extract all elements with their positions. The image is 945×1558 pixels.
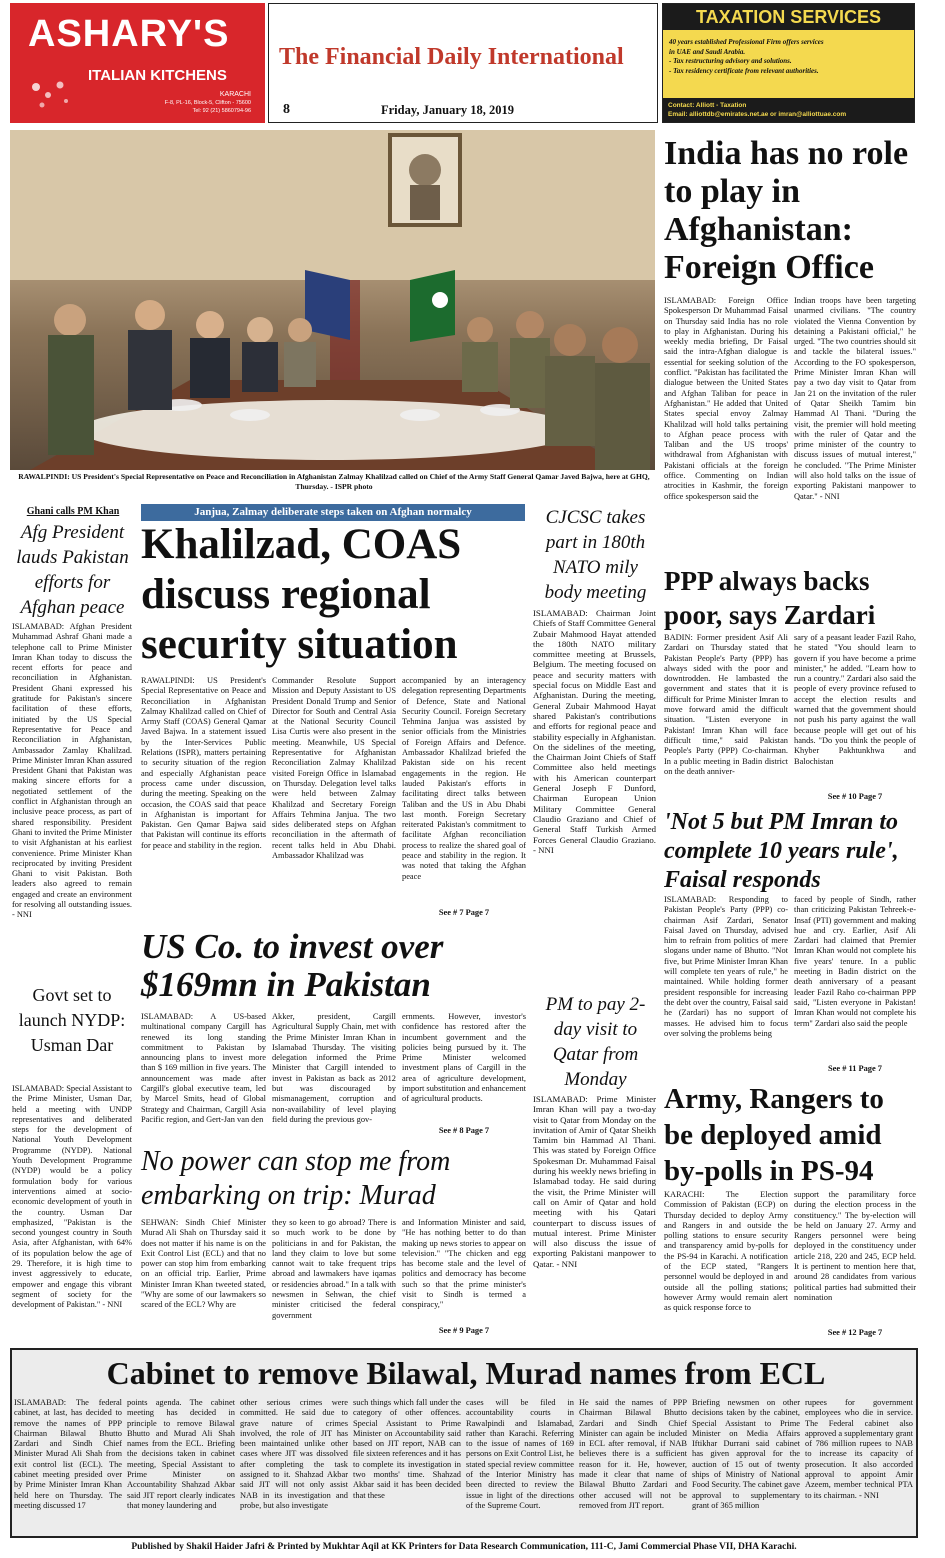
taxation-line: - Tax residency certificate from relevant authorities. xyxy=(669,66,819,75)
cargill-col-2: Akker, president, Cargill Agricultural Supply Chain, met with the Prime Minister Imran Khan in Islamabad Thursday. The visiting delegation informed the Prime Minister that Cargill intended to invest in Pakistan as back as 2012 but was discouraged by mismanagement, corruption and non-availability of level playing field during the previous gov- xyxy=(272,1012,396,1124)
ecl-col-4: such things which fall under the category of other offences. Special Assistant to Prime Minister on Accountability said based on JIT report, NAB can file sixteen references and it has to complete its investigation in two months' time. Shahzad Akbar said it has been decided that these xyxy=(353,1398,461,1500)
lead-see-more[interactable]: See # 7 Page 7 xyxy=(438,908,490,917)
taxation-email: Email: alliottdb@emirates.net.ae or imran@alliottuae.com xyxy=(668,111,847,118)
ppp-col-1: BADIN: Former president Asif Ali Zardari on Thursday stated that Pakistan People's Party (PPP) has always sided with the poor and downtrodden. He lambasted the government and states that it is difficult for Prime Minister Imran to move forward amid the difficult situation. "Listen everyone in Pakistan! Imran Khan will face difficult time," said Pakistan People's Party (PPP) Co-chairman. In a public meeting in Badin district on the death anniver- xyxy=(664,633,788,776)
ad-subtitle: ITALIAN KITCHENS xyxy=(88,67,227,84)
india-col-1: ISLAMABAD: Foreign Office Spokesperson Dr Muhammad Faisal on Thursday said India has no role to play in Afghanistan. During his weekly media briefing, Dr Faisal said the intra-Afghan dialogue is essential for seeking solution of the conflict. "Pakistan has facilitated the dialogue between the United States and Afghan Taliban for peace in Afghanistan." He added that United States special envoy Zalmay Khalilzad will hold talks pertaining to Afghan peace process with Taliban and the US troops' withdrawal from Afghanistan with Pakistani officials at the foreign office. Commenting on Indian atrocities in Kashmir, the foreign office spokesperson said the xyxy=(664,296,788,501)
ecl-col-3: other serious crimes were committed. He said due to grave nature of crimes involved, the role of JIT has been maintained unlike other cases where JIT was dissolved after completing the task assigned to it. Shahzad Akbar said JIT will not only assist NAB in its investigation and probe, but also investigate xyxy=(240,1398,348,1510)
army-headline: Army, Rangers to be deployed amid by-polls in PS-94 xyxy=(664,1083,884,1187)
faisal-see-more[interactable]: See # 11 Page 7 xyxy=(828,1064,882,1073)
ad-city: KARACHI xyxy=(219,91,251,98)
taxation-title: TAXATION SERVICES xyxy=(663,4,914,30)
nydp-text: ISLAMABAD: Special Assistant to the Prime Minister, Usman Dar, held a meeting with UNDP representatives and deliberated steps for the development of National Youth Development Programme (NYDP). National Youth Development Programme (NYDP) would be a policy formulation body for various interventions aimed at socio-economic development of youth in the country. Usman Dar emphasized, "Pakistan is the second youngest country in South Asia, after Afghanistan, with 64% of its population below the age of 29. Therefore, it is high time to invest aggressively to educate, empower and engage this vibrant segment of society for the development of Pakistan." - NNI xyxy=(12,1084,132,1310)
faisal-col-1: ISLAMABAD: Responding to Pakistan People's Party (PPP) co-chairman Asif Zardari, Senator Faisal Javed on Thursday, advised him to refrain from politics of mere slogans under name of Bhutto. "Not five, but Prime Minister Imran Khan will complete ten years of rule," he maintained. While holding former president responsible for increasing the debt over the country, Faisal said he (Zardari) has no support of masses. He advised him to focus over solving the problems being xyxy=(664,895,788,1038)
india-headline: India has no role to play in Afghanistan: Foreign Office xyxy=(664,135,909,286)
nydp-headline: Govt set to launch NYDP: Usman Dar xyxy=(18,985,126,1055)
taxation-line: - Tax restructuring advisory and solutions. xyxy=(669,57,792,65)
ecl-col-1: ISLAMABAD: The federal cabinet, at last, has decided to remove the names of PPP Chairman Bilawal Bhutto Zardari and Sindh Chief Minister Murad Ali Shah from exit control list (ECL). The cabinet meeting presided over by Prime Minister Imran Khan held here on Thursday. The meeting discussed 17 xyxy=(14,1398,122,1510)
restaurant-ad[interactable] xyxy=(10,3,265,123)
lead-col-1: RAWALPINDI: US President's Special Representative on Peace and Reconciliation in Afghanistan Zalmay Khalilzad called on Chief of Army Staff (COAS) General Qamar Javed Bajwa. In a statement issued by the Inter-Services Public Relations (ISPR), matters pertaining to security situation of the region and especially Afghanistan peace process came under discussion, during the meeting. Speaking on the occasion, the COAS said that peace in Afghanistan is important for Pakistan. Gen Qamar Bajwa said that Pakistan will continue its efforts for peace and stability in the region. xyxy=(141,676,266,850)
ecl-col-5: cases will be filed in accountability courts in Rawalpindi and Islamabad, rather than Karachi. Referring to the issue of names of 169 persons on Exit Control List, he stated special review committee of the Interior Ministry has been directed to review the issue in light of the directions of the Supreme Court. xyxy=(466,1398,574,1510)
ad-brand: ASHARY'S xyxy=(28,13,230,55)
faisal-headline: 'Not 5 but PM Imran to complete 10 years rule', Faisal responds xyxy=(664,809,899,893)
imprint-footer: Published by Shakil Haider Jafri & Printed by Mukhtar Aqil at KK Printers for Data Research Communication, 111-C, Jami Commercial Phase VII, DHA Karachi. xyxy=(131,1542,797,1552)
taxation-contact-bar xyxy=(663,98,914,122)
ecl-col-6: He said the names of PPP Chairman Bilawal Bhutto Zardari and Sindh Chief Minister can again be included in ECL after removal, if NAB believes there is a sufficient reason for it. He, however, made it clear that name of Bilawal Bhutto Zardari and other accused will not be removed from JIT report. xyxy=(579,1398,687,1510)
cargill-col-1: ISLAMABAD: A US-based multinational company Cargill has renewed its long standing commitment to Pakistan by announcing plans to invest more than $ 169 million in five years. The announcement was made after Cargill's global executive team, led by Marcel Smits, head of Global Strategy and Chairman, Cargill Asia Pacific region, and Gert-Jan van den xyxy=(141,1012,266,1124)
army-col-2: support the paramilitary force during the election process in the constituency." The by-election will be held on January 27. Army and Rangers personnel were being deployed in the constituency under article 218, 220 and 245, ECP held. It is pertinent to mention here that, around 28 candidates from various political parties had submitted their nomination xyxy=(794,1190,916,1302)
ecl-col-8: rupees for government employees who die in service. The Federal cabinet also approved a supplementary grant of 786 million rupees to NAB to increase its capacity of prosecution. It also accorded approval to appoint Amir Azeem, member technical PTA to its chairman. - NNI xyxy=(805,1398,913,1500)
ad-phone: Tel: 92 (21) 5860794-96 xyxy=(192,108,251,114)
army-see-more[interactable]: See # 12 Page 7 xyxy=(827,1328,883,1337)
murad-headline: No power can stop me from embarking on trip: Murad xyxy=(141,1146,451,1211)
murad-col-3: and Information Minister and said, "He has nothing better to do than making up news stories to appear on television." "The chicken and egg has become stale and the level of politics and democracy has become such so that the prime minister's visit to Sindh is termed a conspiracy," xyxy=(402,1218,526,1310)
meeting-scene xyxy=(10,130,655,470)
ecl-headline: Cabinet to remove Bilawal, Murad names from ECL xyxy=(106,1355,826,1391)
ghani-text: ISLAMABAD: Afghan President Muhammad Ashraf Ghani made a telephone call to Prime Minister Imran Khan today to discuss the recent efforts for peace and reconciliation in Afghanistan. President Ghani expressed his gratitude for Pakistan's sincere facilitation of these efforts, initiated by the US Special Representative for Peace and Reconciliation in Afghanistan, Ambassador Zamlay Khalilzad. Prime Minister Imran Khan assured President Ghani that Pakistan was making sincere efforts for a negotiated settlement of the conflict in Afghanistan through an inclusive peace process, as part of shared responsibility. President Ghani to invited the Prime Minister to visit Afghanistan at his earliest convenience. Prime Minister Khan reciprocated by inviting President Ghani to visit Pakistan. Both leaders also agreed to remain engaged and create an environment for resolving all outstanding issues. - NNI xyxy=(12,622,132,920)
india-col-2: Indian troops have been targeting unarmed civilians. "The country violated the Vienna Convention by detaining a Pakistani official," he urged. "The two countries should sit and tackle the bilateral issues." According to the FO spokesperson, Prime Minister Imran Khan will pay a two day visit to Qatar from Jan 21 on the invitation of the ruler of Qatar Sheikh Tamim bin Hammad Al Thani. "During the visit, the premier will hold meeting with the ruler of Qatar and the prime minister of the country to discuss issues of mutual interest," he concluded. "The Prime Minister will also hold talks on the issue of exporting Pakistani manpower to Qatar." - NNI xyxy=(794,296,916,501)
cjcsc-text: ISLAMABAD: Chairman Joint Chiefs of Staff Committee General Zubair Mahmood Hayat attended the 180th NATO military committee meeting at Brussels, Belgium. The meeting focused on peace and security matters with special focus on Middle East and Afghanistan. During the meeting, General Zubair Mahmood Hayat shared Pakistan's contributions and efforts for regional peace and stability especially in Afghanistan. On the sidelines of the meeting, the Chairman Joint Chiefs of Staff Committee also held meetings with his American counterpart General Joseph F Dunford, Chairman European Union Military Committee General Claudio Graziano and Chief of General Staff Turkish Armed Forces General Claudio Graziano. - NNI xyxy=(533,608,656,855)
ad-flower-decoration xyxy=(26,75,76,115)
ppp-see-more[interactable]: See # 10 Page 7 xyxy=(827,792,883,801)
ghani-headline: Afg President lauds Pakistan efforts for Afghan peace xyxy=(16,522,129,618)
cargill-headline: US Co. to invest over $169mn in Pakistan xyxy=(141,927,444,1004)
lead-col-2: Commander Resolute Support Mission and Deputy Assistant to US President Donald Trump and Senior Director for South and Central Asia at the National Security Council Lisa Curtis were also present in the meeting. Meanwhile, US Special Representative for Afghanistan Reconciliation Zalmay Khalilzad visited Foreign Office in Islamabad on Thursday. Delegation level talks were held between Zalmay Khalilzad and Secretary Foreign Affairs Tehmina Janjua. The two sides deliberated steps on Afghan reconciliation in the aftermath of recent talks held in Abu Dhabi. Ambassador Khalilzad was xyxy=(272,676,396,861)
ghani-kicker: Ghani calls PM Khan xyxy=(26,506,120,517)
ppp-col-2: sary of a peasant leader Fazil Raho, he stated "You should learn to govern if you have become a prime minister," he added. "Learn how to run a country." Zardari also said the people of every province refused to accept the election results and warned that the government should not push his party against the wall because people will get out of his hands. "Do you think the people of Khyber Pakhtunkhwa and Balochistan xyxy=(794,633,916,766)
ecl-box xyxy=(10,1348,918,1538)
paper-title-box xyxy=(268,3,658,123)
lead-col-3: accompanied by an interagency delegation representing Departments of Defence, State and National Security Council. Foreign Secretary Tehmina Janjua was assisted by senior officials from the Ministries of Foreign Affairs and Defence. Ambassador Khalilzad briefed the Pakistan side on his recent engagements in the region. He lauded Pakistan's efforts in facilitating direct talks between Taliban and the US in Abu Dhabi last month. Foreign Secretary reiterated Pakistan's commitment to facilitate Afghan reconciliation process to realize the shared goal of peace and stability in the region. It was noted that taking the Afghan peace xyxy=(402,676,526,881)
qatar-headline: PM to pay 2-day visit to Qatar from Monday xyxy=(545,994,646,1090)
murad-see-more[interactable]: See # 9 Page 7 xyxy=(438,1326,490,1335)
ecl-col-2: points agenda. The cabinet meeting has decided in principle to remove Bilawal Bhutto and Murad Ali Shah names from the ECL. Briefing the decisions taken in cabinet meeting, Special Assistant to Prime Minister on Accountability Shahzad Akbar said JIT report clearly indicates that money laundering and xyxy=(127,1398,235,1510)
photo-caption: RAWALPINDI: US President's Special Representative on Peace and Reconciliation in Afghanistan Zalmay Khalilzad called on Chief of the Army Staff General Qamar Javed Bajwa, here at GHQ, Thursday. - ISPR photo xyxy=(18,472,650,491)
taxation-ad[interactable] xyxy=(662,3,915,123)
ppp-headline: PPP always backs poor, says Zardari xyxy=(664,566,876,630)
lead-headline: Khalilzad, COAS discuss regional security situation xyxy=(141,521,462,668)
faisal-col-2: faced by people of Sindh, rather than criticizing Pakistan Tehreek-e-Insaf (PTI) government and making hue and cry. Earlier, Asif Ali Zardari had claimed that Premier Imran Khan would not complete his five years' tenure. In a public meeting in Badin district on the death anniversary of a peasant leader Fazil Raho co-chairman PPP said, "Listen everyone in Pakistan! Imran Khan would not complete his term" Zardari also said the people xyxy=(794,895,916,1028)
paper-name: The Financial Daily International xyxy=(279,44,624,70)
taxation-line: in UAE and Saudi Arabia. xyxy=(669,47,746,56)
page-number: 8 xyxy=(283,102,290,117)
taxation-details xyxy=(669,38,909,76)
lead-photo xyxy=(10,130,655,470)
taxation-contact: Contact: Alliott - Taxation xyxy=(668,102,747,109)
taxation-line: 40 years established Professional Firm offers services xyxy=(669,38,824,46)
murad-col-2: they so keen to go abroad? There is so much work to be done by politicians in and for Pakistan, the land they claim to love but some cannot wait to take frequent trips abroad and lawmakers have iqamas or residencies abroad." In a talk with newsmen in Sehwan, the chief minister criticised the federal government xyxy=(272,1218,396,1320)
cargill-col-3: ernments. However, investor's confidence has restored after the incumbent government and the policies being pursued by it. The Prime Minister welcomed investment plans of Cargill in the area of agriculture development, import substitution and enhancement of agricultural products. xyxy=(402,1012,526,1104)
army-col-1: KARACHI: The Election Commission of Pakistan (ECP) on Thursday decided to deploy Army and Rangers in and outside the polling stations to ensure security and transparency amid by-polls for the PS-94 in Karachi. A notification of the ECP stated, "Rangers personnel would be deployed in and outside all the polling stations; however Army would remain alert as quick response force to xyxy=(664,1190,788,1313)
issue-date: Friday, January 18, 2019 xyxy=(381,103,514,117)
ad-address: F-8, PL-16, Block-5, Clifton - 75600 xyxy=(164,100,251,106)
murad-col-1: SEHWAN: Sindh Chief Minister Murad Ali Shah on Thursday said it does not matter if his name is on the Exit Control List (ECL) and that no power can stop him from embarking on an official trip. Earlier, Prime Minister Imran Khan tweeted stated, "Why are some of our lawmakers so scared of the ECL? Why are xyxy=(141,1218,266,1310)
ecl-col-7: Briefing newsmen on other decisions taken by the cabinet, Special Assistant to Prime Minister on Media Affairs Iftikhar Durrani said cabinet has given approval for the auction of 15 out of twenty ships of Ministry of National Food Security. The cabinet gave approval to supplementary grant of 365 million xyxy=(692,1398,800,1510)
lead-kicker: Janjua, Zalmay deliberate steps taken on Afghan normalcy xyxy=(141,504,525,521)
cjcsc-headline: CJCSC takes part in 180th NATO mily body meeting xyxy=(544,507,647,603)
cargill-see-more[interactable]: See # 8 Page 7 xyxy=(438,1126,490,1135)
qatar-text: ISLAMABAD: Prime Minister Imran Khan will pay a two-day visit to Qatar from Monday on the invitation of Amir of Qatar Sheikh Tamim bin Hammad Al Thani. This was stated by Foreign Office Spokesman Dr. Muhammad Faisal during his weekly news briefing in Islamabad today. He said during the visit, the Prime Minister will call on Amir of Qatar and hold meeting with his Qatari counterpart to discuss issues of mutual interest. Prime Minister will also discuss the issue of exporting Pakistani manpower to Qatar. - NNI xyxy=(533,1094,656,1269)
